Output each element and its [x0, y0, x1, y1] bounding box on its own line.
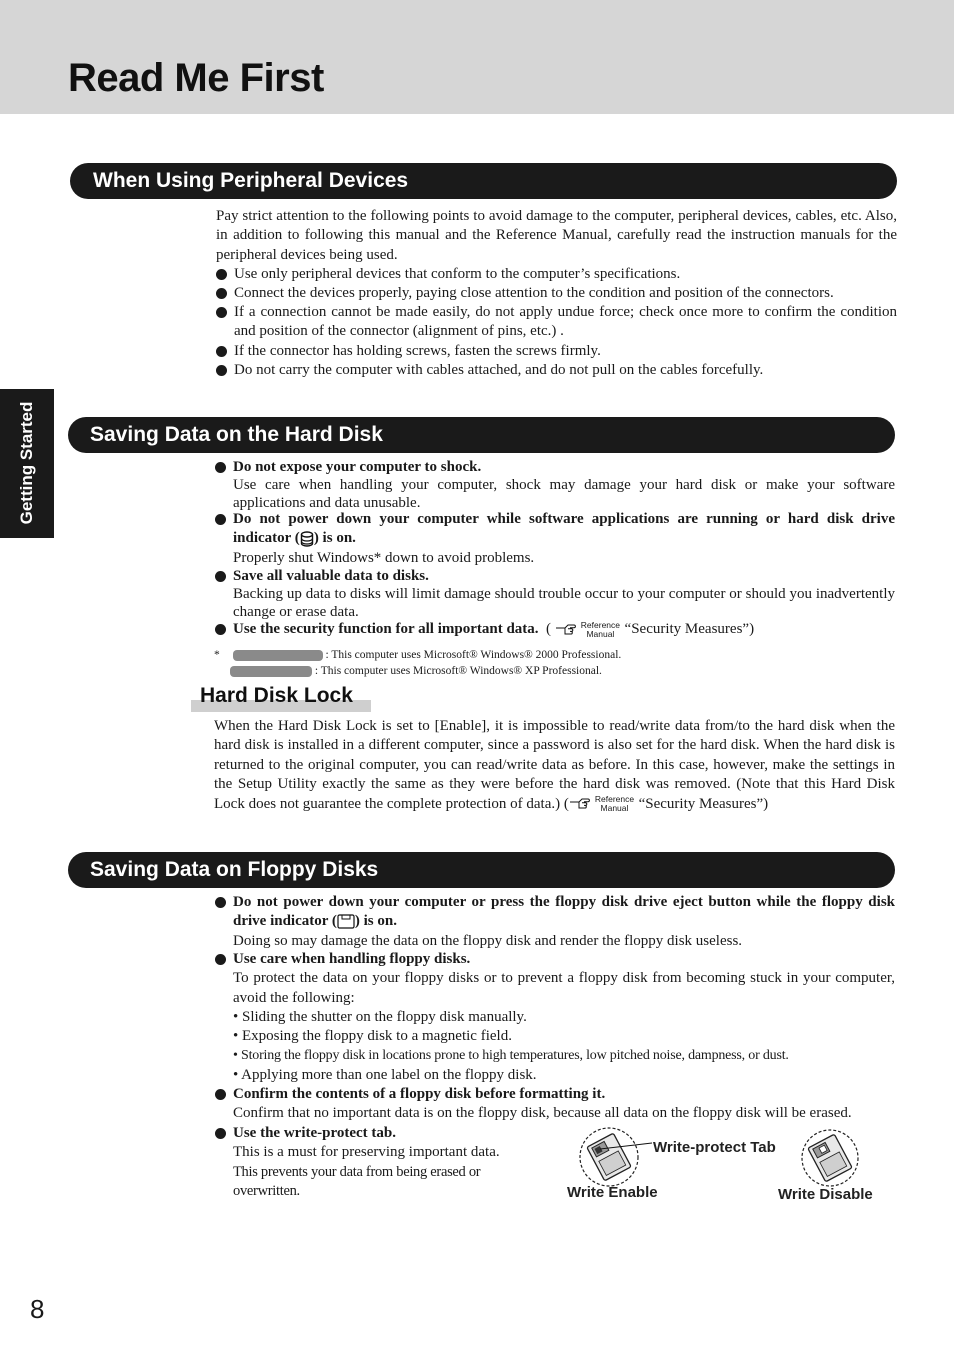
hard-disk-lock-body: When the Hard Disk Lock is set to [Enable], it is impossible to read/write data from/to the hard disk when the hard disk is installed in a different computer, since a password is also set for the hard disk. When the hard disk is returned to the original computer, you can read/write data as before. In this case, however, make the settings in the Setup Utility exactly the same as they were before the hard disk was removed. (Note that this Hard Disk Lock does not guarantee the complete protection of data.) ( Reference Manual “Security Measures”): [214, 718, 895, 814]
bullet-icon: [215, 514, 226, 525]
pointing-hand-icon: [569, 796, 591, 810]
peripheral-bullet: Connect the devices properly, paying close attention to the condition and position of the connectors.: [234, 284, 897, 303]
floppy-item: Do not power down your computer or press the floppy disk drive eject button while the floppy disk drive indicator ( ) is on. Doing so may damage the data on the floppy disk and render the floppy disk useless.: [233, 893, 895, 951]
section-heading-peripheral: When Using Peripheral Devices: [70, 163, 897, 199]
peripheral-bullet: Do not carry the computer with cables attached, and do not pull on the cables forcefully.: [234, 361, 897, 380]
write-enable-label: Write Enable: [567, 1184, 658, 1201]
bullet-icon: [216, 269, 227, 280]
bullet-icon: [216, 307, 227, 318]
floppy-sub-item: • Exposing the floppy disk to a magnetic field.: [233, 1028, 512, 1045]
side-tab: [0, 389, 54, 538]
bullet-icon: [216, 346, 227, 357]
page-title: Read Me First: [68, 56, 324, 100]
pointing-hand-icon: [555, 622, 577, 636]
bullet-icon: [216, 288, 227, 299]
floppy-item: Use the write-protect tab. This is a must for preserving important data. This prevents your data from being erased or overwritten.: [233, 1124, 538, 1201]
reference-manual-mark: Reference Manual: [555, 621, 621, 639]
peripheral-bullet: If the connector has holding screws, fasten the screws firmly.: [234, 342, 897, 361]
floppy-sub-item: • Applying more than one label on the floppy disk.: [233, 1066, 537, 1083]
os-badge-xp: [230, 666, 312, 677]
page-number: 8: [30, 1294, 45, 1324]
bullet-icon: [215, 954, 226, 965]
floppy-sub-item: • Sliding the shutter on the floppy disk manually.: [233, 1008, 527, 1025]
bullet-icon: [215, 897, 226, 908]
side-tab-label: Getting Started: [17, 401, 36, 525]
os-badge-2000: [233, 650, 323, 661]
hard-disk-item: Save all valuable data to disks. Backing up data to disks will limit damage should trouble occur to your computer or should you inadvertently change or erase data.: [233, 567, 895, 621]
bullet-icon: [215, 462, 226, 473]
pointer-line: [600, 1139, 652, 1151]
subsection-heading: Hard Disk Lock: [191, 683, 371, 712]
reference-manual-mark: Reference Manual: [569, 795, 635, 813]
hard-disk-item: Do not expose your computer to shock. Use care when handling your computer, shock may damage your hard disk or make your software applications and data unusable.: [233, 458, 895, 512]
write-protect-tab-label: Write-protect Tab: [653, 1139, 776, 1156]
write-enable-diagram: [578, 1126, 640, 1188]
hard-disk-indicator-icon: [300, 531, 314, 547]
bullet-icon: [216, 365, 227, 376]
hard-disk-item: Use the security function for all important data. ( Reference Manual “Security Measures”): [233, 620, 895, 639]
section-heading-hard-disk: Saving Data on the Hard Disk: [68, 417, 895, 453]
bullet-icon: [215, 571, 226, 582]
section-heading-floppy: Saving Data on Floppy Disks: [68, 852, 895, 888]
floppy-indicator-icon: [337, 914, 355, 929]
footnote-line: : This computer uses Microsoft® Windows® XP Professional.: [230, 664, 602, 679]
floppy-item: Use care when handling floppy disks. To protect the data on your floppy disks or to prevent a floppy disk from becoming stuck in your computer, avoid the following: • Sliding the shutter on the floppy disk manually. • Exposing the floppy disk to a magnetic field. • Storing the floppy disk in locations prone to high temperatures, low pitched noise, dampness, or dust. • Applying more than one label on the floppy disk.: [233, 950, 895, 1085]
footnote-line: * : This computer uses Microsoft® Windows® 2000 Professional.: [214, 649, 622, 661]
bullet-icon: [215, 1128, 226, 1139]
peripheral-bullet: If a connection cannot be made easily, do not apply undue force; check once more to confirm the condition and position of the connector (alignment of pins, etc.) .: [234, 303, 897, 342]
bullet-icon: [215, 624, 226, 635]
floppy-sub-item: • Storing the floppy disk in locations prone to high temperatures, low pitched noise, dampness, or dust.: [233, 1048, 789, 1064]
write-disable-label: Write Disable: [778, 1186, 873, 1203]
bullet-icon: [215, 1089, 226, 1100]
hard-disk-item: Do not power down your computer while software applications are running or hard disk drive indicator ( ) is on. Properly shut Windows* down to avoid problems.: [233, 510, 895, 568]
peripheral-intro: Pay strict attention to the following points to avoid damage to the computer, peripheral devices, cables, etc. Also, in addition to following this manual and the Reference Manual, carefully read the instruction manuals for the peripheral devices being used.: [216, 208, 897, 263]
peripheral-bullet: Use only peripheral devices that conform to the computer’s specifications.: [234, 265, 897, 284]
floppy-item: Confirm the contents of a floppy disk before formatting it. Confirm that no important data is on the floppy disk, because all data on the floppy disk will be erased.: [233, 1085, 895, 1124]
write-disable-diagram: [800, 1128, 860, 1188]
